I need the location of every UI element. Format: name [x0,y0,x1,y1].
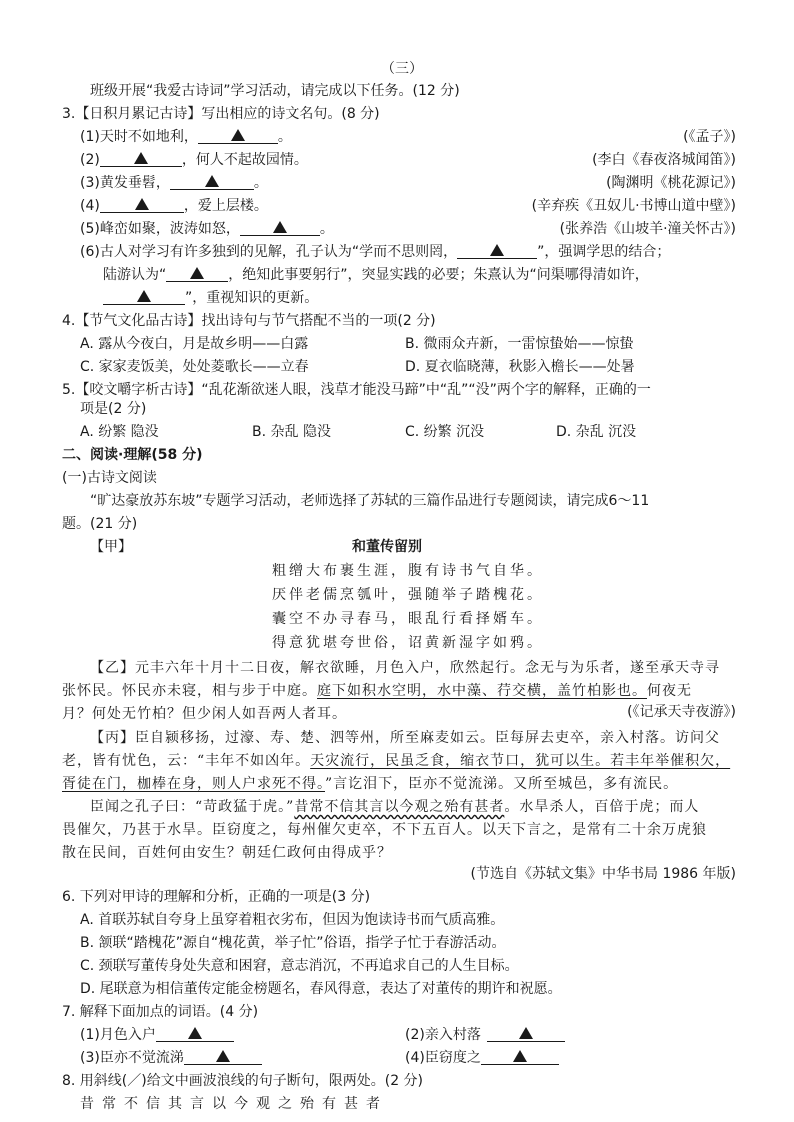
poem-line-2: 厌伴老儒烹瓠叶，强随举子踏槐花。 [272,587,544,603]
q7-title: 7. 解释下面加点的词语。(4 分) [62,1004,259,1020]
triangle-icon [216,1050,230,1062]
triangle-icon [190,267,204,279]
poem-line-4: 得意犹堪夸世俗，诏黄新湿字如鸦。 [272,635,544,651]
passage-bing-source: (节选自《苏轼文集》中华书局 1986 年版) [470,866,736,882]
q3-source-5: (张养浩《山坡羊·潼关怀古》) [559,221,736,237]
q7-item-2: (2)亲入村落 [405,1026,565,1044]
passage-yi-line2: 张怀民。怀民亦未寝，相与步于中庭。庭下如积水空明，水中藻、荇交横，盖竹柏影也。何夜无 [62,683,692,699]
passage-yi-line1: 【乙】元丰六年十月十二日夜，解衣欲睡，月色入户，欣然起行。念无与为乐者，遂至承天寺寻 [90,660,720,676]
answer-blank[interactable] [184,1050,262,1065]
q3-item-5: (5)峰峦如聚，波涛如怒， 。 [80,221,334,237]
wavy-underlined-sentence: 昔常不信其言以今观之殆有甚者 [294,799,505,815]
q6-title: 6. 下列对甲诗的理解和分析，正确的一项是(3 分) [62,889,371,905]
passage-bing-line2: 老，皆有忧色，云：“丰年不如凶年。天灾流行，民虽乏食，缩衣节口，犹可以生。若丰年举催积欠， [62,753,731,769]
passage-bing-line5: 畏催欠，乃甚于水旱。臣窃度之，每州催欠吏卒，不下五百人。以天下言之，是常有二十余万虎狼 [62,822,707,838]
triangle-icon [135,198,149,210]
q3-source-1: (《孟子》) [683,129,736,145]
q4-option-b[interactable]: B. 微雨众卉新，一雷惊蛰始——惊蛰 [405,336,634,352]
answer-blank[interactable] [156,1027,234,1042]
triangle-icon [134,152,148,164]
answer-blank[interactable] [457,244,537,259]
q8-sentence[interactable]: 昔常不信其言以今观之殆有甚者 [80,1096,388,1112]
q5-option-c[interactable]: C. 纷繁 沉没 [405,424,485,440]
passage-bing-line1: 【丙】臣自颍移扬，过濠、寿、楚、泗等州，所至麻麦如云。臣每屏去吏卒，亲入村落。访问父 [90,730,720,746]
part2-intro: “旷达豪放苏东坡”专题学习活动，老师选择了苏轼的三篇作品进行专题阅读，请完成6～11 [90,493,650,509]
q3-item-6-line2: 陆游认为“ ，绝知此事要躬行”，突显实践的必要；朱熹认为“问渠哪得清如许， [103,267,649,283]
triangle-icon [273,221,287,233]
q6-option-a[interactable]: A. 首联苏轼自夸身上虽穿着粗衣劣布，但因为饱读诗书而气质高雅。 [80,912,505,928]
part2-subtitle: (一)古诗文阅读 [62,470,157,486]
q3-item-2: (2) ，何人不起故园情。 [80,152,308,168]
q3-item-1: (1)天时不如地利， 。 [80,129,292,145]
q3-item-4: (4) ，爱上层楼。 [80,198,268,214]
part2-title: 二、阅读·理解(58 分) [62,447,203,463]
q7-item-4: (4)臣窃度之 [405,1049,559,1067]
triangle-icon [490,244,504,256]
answer-blank[interactable] [170,175,254,190]
answer-blank[interactable] [240,221,320,236]
q7-item-1: (1)月色入户 [80,1026,234,1044]
q3-item-6-line3: ”，重视知识的更新。 [103,289,318,307]
passage-bing-line4: 臣闻之孔子曰：“苛政猛于虎。”昔常不信其言以今观之殆有甚者。水旱杀人，百倍于虎；而人 [90,799,700,815]
q3-item-6-line1: (6)古人对学习有许多独到的见解，孔子认为“学而不思则罔， ”，强调学思的结合； [80,244,671,260]
q6-option-d[interactable]: D. 尾联意为相信董传定能金榜题名，春风得意，表达了对董传的期许和祝愿。 [80,981,562,997]
answer-blank[interactable] [198,129,278,144]
q5-option-d[interactable]: D. 杂乱 沉没 [556,424,637,440]
activity-intro: 班级开展“我爱古诗词”学习活动，请完成以下任务。(12 分) [90,83,460,99]
triangle-icon [231,129,245,141]
answer-blank[interactable] [481,1050,559,1065]
q3-source-4: (辛弃疾《丑奴儿·书博山道中壁》) [531,198,736,214]
triangle-icon [188,1027,202,1039]
q4-option-a[interactable]: A. 露从今夜白，月是故乡明——白露 [80,336,309,352]
triangle-icon [513,1050,527,1062]
q4-option-d[interactable]: D. 夏衣临晓薄，秋影入檐长——处暑 [405,359,635,375]
q5-option-a[interactable]: A. 纷繁 隐没 [80,424,159,440]
passage-yi-line3: 月？何处无竹柏？但少闲人如吾两人者耳。 [62,706,347,722]
answer-blank[interactable] [166,267,228,282]
part2-intro-cont: 题。(21 分) [62,516,138,532]
q3-item-3: (3)黄发垂髫， 。 [80,175,268,191]
answer-blank[interactable] [100,198,184,213]
triangle-icon [205,175,219,187]
q8-title: 8. 用斜线(／)给文中画波浪线的句子断句，限两处。(2 分) [62,1073,424,1089]
passage-yi-source: (《记承天寺夜游》) [627,704,736,720]
passage-jia-label: 【甲】 [90,539,132,555]
underlined-sentence: 庭下如积水空明，水中藻、荇交横，盖竹柏影也。 [317,683,647,699]
q3-title: 3.【日积月累记古诗】写出相应的诗文名句。(8 分) [62,106,380,122]
poem-line-1: 粗缯大布裹生涯，腹有诗书气自华。 [272,563,544,579]
q5-title-cont: 项是(2 分) [80,401,147,417]
q6-option-b[interactable]: B. 颔联“踏槐花”源自“槐花黄，举子忙”俗语，指学子忙于春游活动。 [80,935,506,951]
answer-blank[interactable] [100,152,182,167]
q3-source-3: (陶渊明《桃花源记》) [606,175,736,191]
q7-item-3: (3)臣亦不觉流涕 [80,1049,262,1067]
underlined-sentence: 胥徒在门，枷棒在身，则人户求死不得。 [62,776,325,792]
q4-title: 4.【节气文化品古诗】找出诗句与节气搭配不当的一项(2 分) [62,313,436,329]
section-number: （三） [381,61,423,77]
passage-bing-line3: 胥徒在门，枷棒在身，则人户求死不得。”言讫泪下，臣亦不觉流涕。又所至城邑，多有流民。 [62,776,679,792]
poem-title: 和董传留别 [352,539,422,555]
triangle-icon [519,1027,533,1039]
poem-line-3: 囊空不办寻春马，眼乱行看择婿车。 [272,611,544,627]
q6-option-c[interactable]: C. 颈联写董传身处失意和困窘，意志消沉，不再追求自己的人生目标。 [80,958,519,974]
q3-source-2: (李白《春夜洛城闻笛》) [592,152,736,168]
triangle-icon [137,290,151,302]
q5-option-b[interactable]: B. 杂乱 隐没 [252,424,331,440]
q4-option-c[interactable]: C. 家家麦饭美，处处菱歌长——立春 [80,359,309,375]
answer-blank[interactable] [487,1027,565,1042]
answer-blank[interactable] [103,290,185,305]
passage-bing-line6: 散在民间，百姓何由安生？朝廷仁政何由得成乎？ [62,845,392,861]
q5-title: 5.【咬文嚼字析古诗】“乱花渐欲迷人眼，浅草才能没马蹄”中“乱”“没”两个字的解释，正确的一 [62,382,651,398]
underlined-sentence: 天灾流行，民虽乏食，缩衣节口，犹可以生。 [310,753,611,769]
